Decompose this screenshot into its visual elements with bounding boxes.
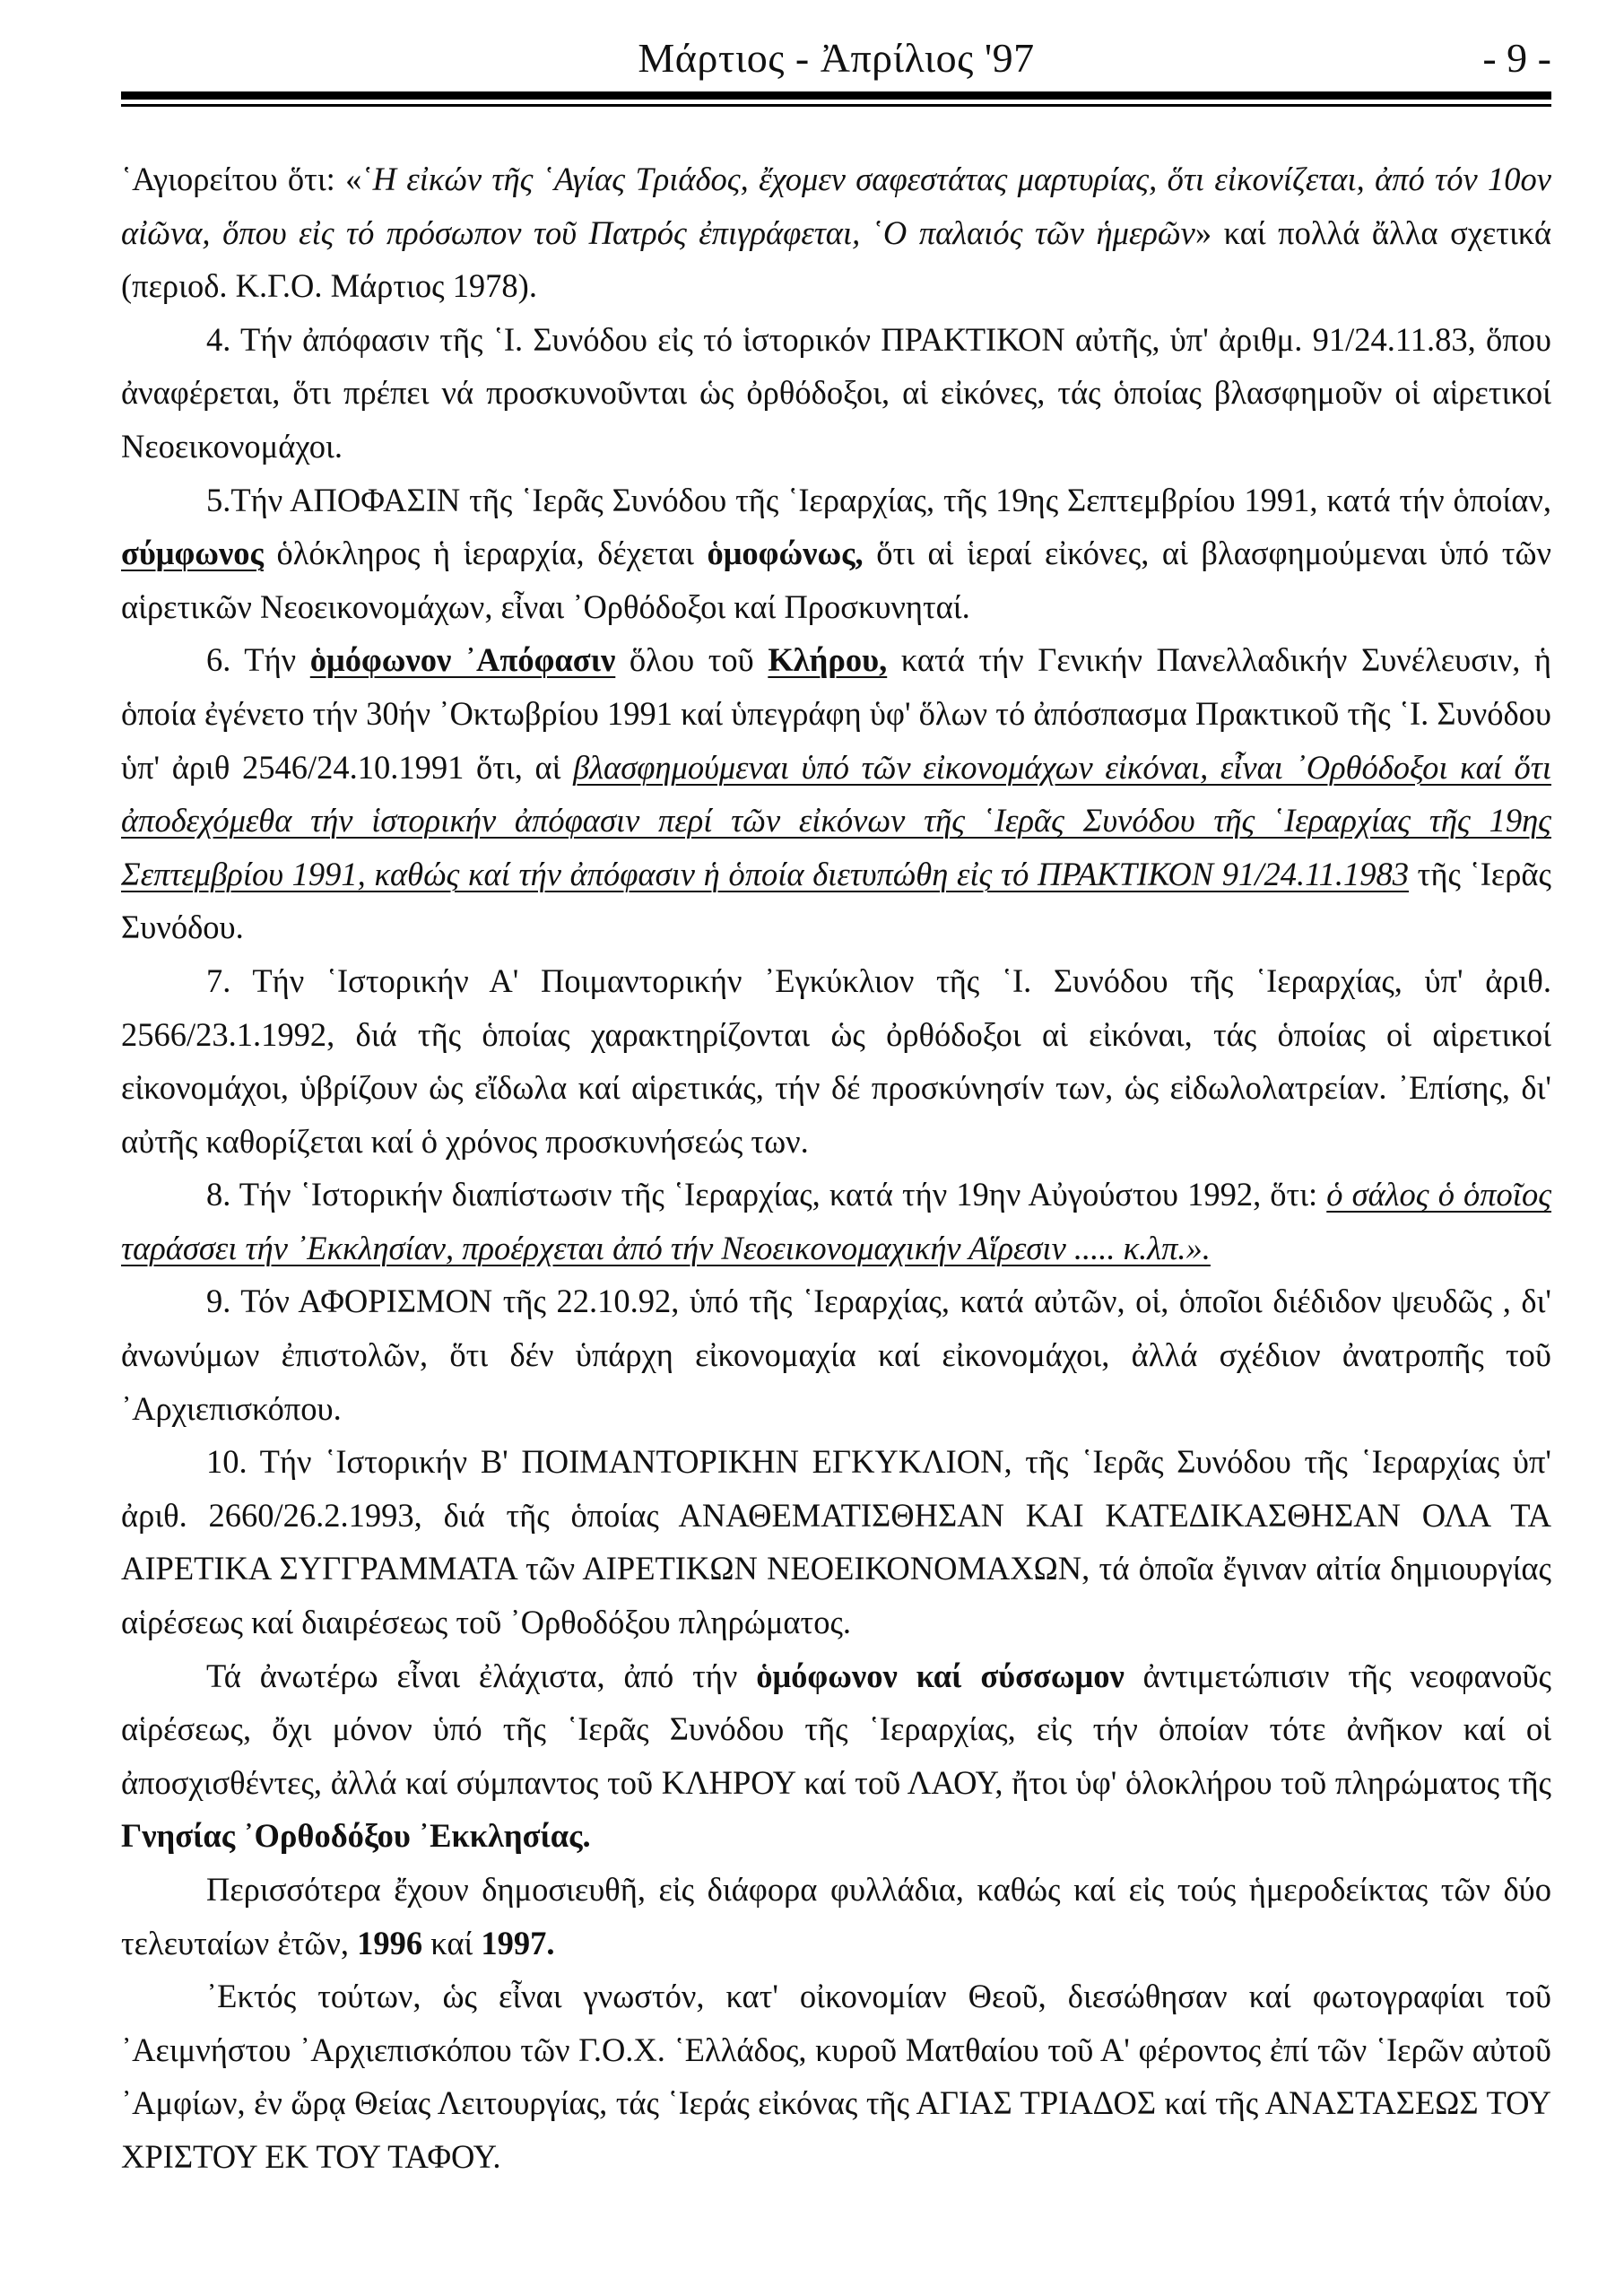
quoted-text: ῾Η εἰκών τῆς ῾Αγίας Τριάδος, ἔχομεν σαφεστάτας μαρτυρίας, ὅτι εἰκονίζεται, ἀπό τόν 10ον αἰῶνα, ὅπου εἰς τό πρόσωπον τοῦ Πατρός ἐπιγράφεται, ῾Ο παλαιός τῶν ἡμερῶν [121, 161, 1551, 251]
year-1996: 1996 [357, 1924, 423, 1961]
quoted-finding: ὁ σάλος ὁ ὁποῖος ταράσσει τήν ᾿Εκκλησίαν, προέρχεται ἀπό τήν Νεοεικονομαχικήν Αἵρεσιν ..... κ.λπ.». [121, 1176, 1552, 1266]
paragraph-item-6: 6. Τήν ὁμόφωνον ᾿Απόφασιν ὅλου τοῦ Κλήρου, κατά τήν Γενικήν Πανελλαδικήν Συνέλευσιν, ἡ ὁποία ἐγένετο τήν 30ήν ᾿Οκτωβρίου 1991 καί ὑπεγράφη ὑφ' ὅλων τό ἀπόσπασμα Πρακτικοῦ τῆς ῾Ι. Συνόδου ὑπ' ἀριθ 2546/24.10.1991 ὅτι, αἱ βλασφημούμεναι ὑπό τῶν εἰκονομάχων εἰκόναι, εἶναι ᾿Ορθόδοξοι καί ὅτι ἀποδεχόμεθα τήν ἱστορικήν ἀπόφασιν περί τῶν εἰκόνων τῆς ῾Ιερᾶς Συνόδου τῆς ῾Ιεραρχίας τῆς 19ης Σεπτεμβρίου 1991, καθώς καί τήν ἀπόφασιν ἡ ὁποία διετυπώθη εἰς τό ΠΡΑΚΤΙΚΟΝ 91/24.11.1983 τῆς ῾Ιερᾶς Συνόδου. [121, 641, 1552, 946]
paragraph-item-8: 8. Τήν ῾Ιστορικήν διαπίστωσιν τῆς ῾Ιεραρχίας, κατά τήν 19ην Αὐγούστου 1992, ὅτι: ὁ σάλος ὁ ὁποῖος ταράσσει τήν ᾿Εκκλησίαν, προέρχεται ἀπό τήν Νεοεικονομαχικήν Αἵρεσιν ..... κ.λπ.». [121, 1176, 1552, 1266]
emphasis-church-name: Γνησίας ᾿Ορθοδόξου ᾿Εκκλησίας. [121, 1817, 591, 1855]
paragraph-item-9: 9. Τόν ΑΦΟΡΙΣΜΟΝ τῆς 22.10.92, ὑπό τῆς ῾Ιεραρχίας, κατά αὐτῶν, οἱ, ὁποῖοι διέδιδον ψευδῶς , δι' ἀνωνύμων ἐπιστολῶν, ὅτι δέν ὑπάρχη εἰκονομαχία καί εἰκονομάχοι, ἀλλά σχέδιον ἀνατροπῆς τοῦ ᾿Αρχιεπισκόπου. [121, 1283, 1551, 1427]
paragraph-quote: ῾Αγιορείτου ὅτι: «῾Η εἰκών τῆς ῾Αγίας Τριάδος, ἔχομεν σαφεστάτας μαρτυρίας, ὅτι εἰκονίζεται, ἀπό τόν 10ον αἰῶνα, ὅπου εἰς τό πρόσωπον τοῦ Πατρός ἐπιγράφεται, ῾Ο παλαιός τῶν ἡμερῶν» καί πολλά ἄλλα σχετικά (περιοδ. Κ.Γ.Ο. Μάρτιος 1978). [121, 161, 1551, 305]
emphasis-klirou: Κλήρου, [768, 641, 888, 679]
quoted-decision: βλασφημούμεναι ὑπό τῶν εἰκονομάχων εἰκόναι, εἶναι ᾿Ορθόδοξοι καί ὅτι ἀποδεχόμεθα τήν ἱστορικήν ἀπόφασιν περί τῶν εἰκόνων τῆς ῾Ιερᾶς Συνόδου τῆς ῾Ιεραρχίας τῆς 19ης Σεπτεμβρίου 1991, καθώς καί τήν ἀπόφασιν ἡ ὁποία διετυπώθη εἰς τό ΠΡΑΚΤΙΚΟΝ 91/24.11.1983 [121, 748, 1551, 892]
page-number: - 9 - [1482, 35, 1551, 81]
emphasis-omofonon-apofasin: ὁμόφωνον ᾿Απόφασιν [309, 641, 616, 679]
header-rule-thick [121, 91, 1551, 100]
paragraph-item-10: 10. Τήν ῾Ιστορικήν Β' ΠΟΙΜΑΝΤΟΡΙΚΗΝ ΕΓΚΥΚΛΙΟΝ, τῆς ῾Ιερᾶς Συνόδου τῆς ῾Ιεραρχίας ὑπ' ἀριθ. 2660/26.2.1993, διά τῆς ὁποίας ΑΝΑΘΕΜΑΤΙΣΘΗΣΑΝ ΚΑΙ ΚΑΤΕΔΙΚΑΣΘΗΣΑΝ ΟΛΑ ΤΑ ΑΙΡΕΤΙΚΑ ΣΥΓΓΡΑΜΜΑΤΑ τῶν ΑΙΡΕΤΙΚΩΝ ΝΕΟΕΙΚΟΝΟΜΑΧΩΝ, τά ὁποῖα ἔγιναν αἰτία δημιουργίας αἱρέσεως καί διαιρέσεως τοῦ ᾿Ορθοδόξου πληρώματος. [121, 1443, 1551, 1641]
emphasis-omofonon-sissomon: ὁμόφωνον καί σύσσωμον [756, 1657, 1125, 1694]
paragraph-item-7: 7. Τήν ῾Ιστορικήν Α' Ποιμαντορικήν ᾿Εγκύκλιον τῆς ῾Ι. Συνόδου τῆς ῾Ιεραρχίας, ὑπ' ἀριθ. 2566/23.1.1992, διά τῆς ὁποίας χαρακτηρίζονται ὡς ὀρθόδοξοι αἱ εἰκόναι, τάς ὁποίας οἱ αἱρετικοί εἰκονομάχοι, ὑβρίζουν ὡς εἴδωλα καί αἱρετικάς, τήν δέ προσκύνησίν των, ὡς εἰδωλολατρείαν. ᾿Επίσης, δι' αὐτῆς καθορίζεται καί ὁ χρόνος προσκυνήσεώς των. [121, 961, 1551, 1160]
year-1997: 1997. [481, 1924, 555, 1961]
paragraph-item-5: 5.Τήν ΑΠΟΦΑΣΙΝ τῆς ῾Ιερᾶς Συνόδου τῆς ῾Ιεραρχίας, τῆς 19ης Σεπτεμβρίου 1991, κατά τήν ὁποίαν, σύμφωνος ὁλόκληρος ἡ ἱεραρχία, δέχεται ὁμοφώνως, ὅτι αἱ ἱεραί εἰκόνες, αἱ βλασφημούμεναι ὑπό τῶν αἱρετικῶν Νεοεικονομάχων, εἶναι ᾿Ορθόδοξοι καί Προσκυνηταί. [121, 481, 1551, 625]
paragraph-photographs: ᾿Εκτός τούτων, ὡς εἶναι γνωστόν, κατ' οἰκονομίαν Θεοῦ, διεσώθησαν καί φωτογραφίαι τοῦ ᾿Αειμνήστου ᾿Αρχιεπισκόπου τῶν Γ.Ο.Χ. ῾Ελλάδος, κυροῦ Ματθαίου τοῦ Α' φέροντος ἐπί τῶν ῾Ιερῶν αὐτοῦ ᾿Αμφίων, ἐν ὥρᾳ Θείας Λειτουργίας, τάς ῾Ιεράς εἰκόνας τῆς ΑΓΙΑΣ ΤΡΙΑΔΟΣ καί τῆς ΑΝΑΣΤΑΣΕΩΣ ΤΟΥ ΧΡΙΣΤΟΥ ΕΚ ΤΟΥ ΤΑΦΟΥ. [121, 1978, 1551, 2175]
paragraph-publications: Περισσότερα ἔχουν δημοσιευθῆ, εἰς διάφορα φυλλάδια, καθώς καί εἰς τούς ἡμεροδείκτας τῶν δύο τελευταίων ἐτῶν, 1996 καί 1997. [121, 1871, 1551, 1961]
document-body [121, 152, 1551, 2184]
header-rule-thin [121, 104, 1551, 107]
paragraph-item-4: 4. Τήν ἀπόφασιν τῆς ῾Ι. Συνόδου εἰς τό ἱστορικόν ΠΡΑΚΤΙΚΟΝ αὐτῆς, ὑπ' ἀριθμ. 91/24.11.83, ὅπου ἀναφέρεται, ὅτι πρέπει νά προσκυνοῦνται ὡς ὀρθόδοξοι, αἱ εἰκόνες, τάς ὁποίας βλασφημοῦν οἱ αἱρετικοί Νεοεικονομάχοι. [121, 320, 1551, 465]
header-title: Μάρτιος - Ἀπρίλιος '97 [638, 35, 1035, 81]
paragraph-summary: Τά ἀνωτέρω εἶναι ἐλάχιστα, ἀπό τήν ὁμόφωνον καί σύσσωμον ἀντιμετώπισιν τῆς νεοφανοῦς αἱρέσεως, ὄχι μόνον ὑπό τῆς ῾Ιερᾶς Συνόδου τῆς ῾Ιεραρχίας, εἰς τήν ὁποίαν τότε ἀνῆκον καί οἱ ἀποσχισθέντες, ἀλλά καί σύμπαντος τοῦ ΚΛΗΡΟΥ καί τοῦ ΛΑΟΥ, ἤτοι ὑφ' ὁλοκλήρου τοῦ πληρώματος τῆς Γνησίας ᾿Ορθοδόξου ᾿Εκκλησίας. [121, 1657, 1551, 1855]
page-header [121, 25, 1551, 88]
emphasis-omofonos: ὁμοφώνως, [707, 535, 864, 572]
emphasis-symfonos: σύμφωνος [121, 535, 264, 572]
